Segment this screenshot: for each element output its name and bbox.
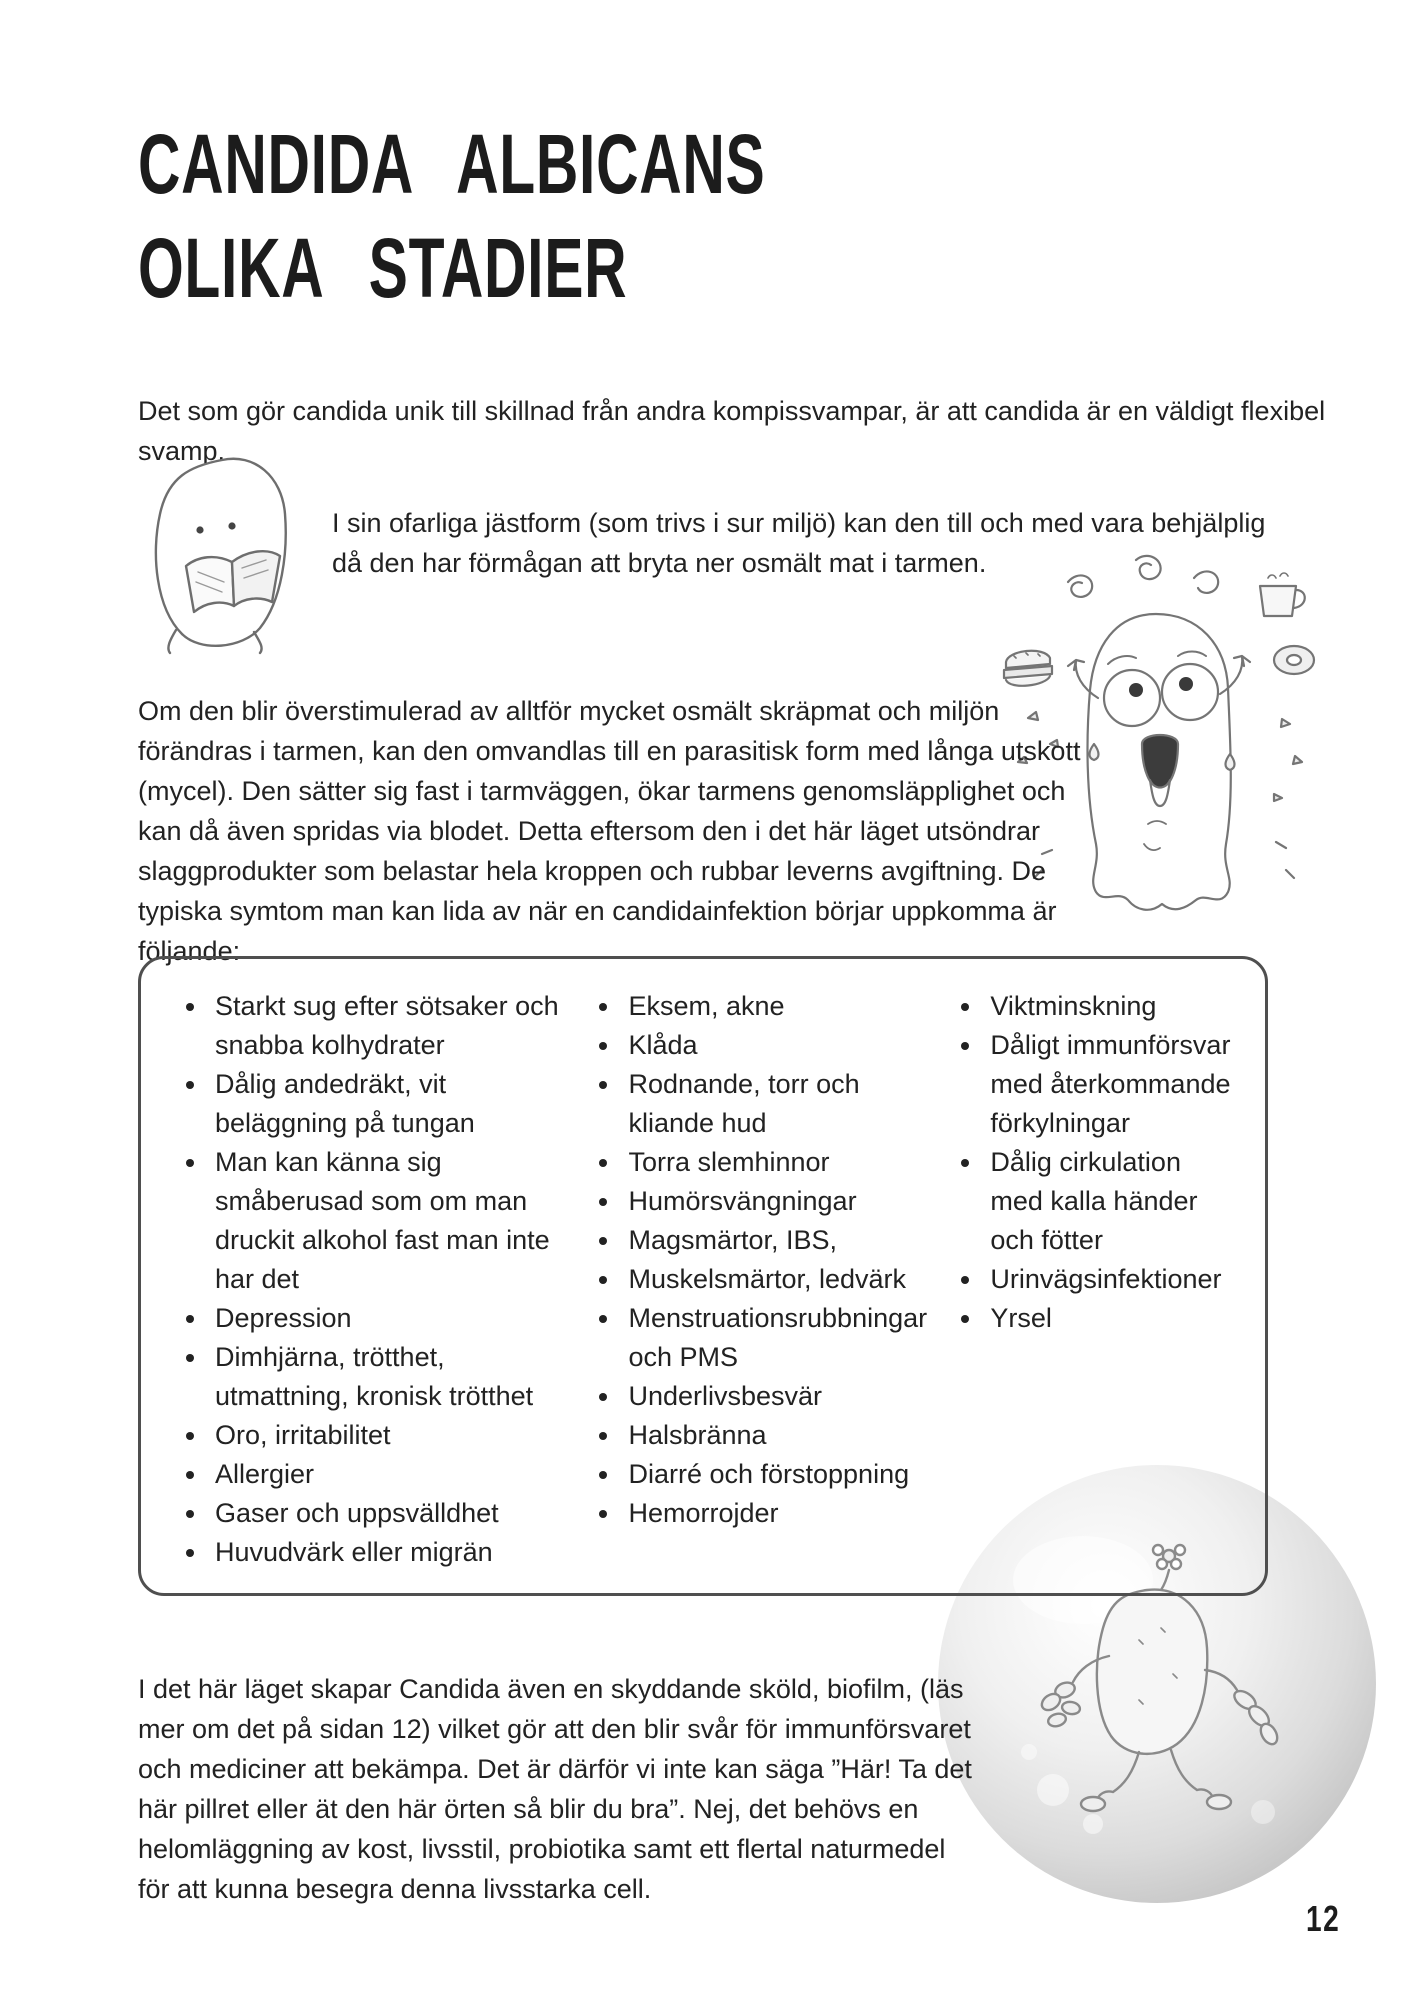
symptom-item: • Dimhjärna, trötthet, utmattning, kronisk trötthet bbox=[209, 1338, 584, 1416]
symptom-item: • Hemorrojder bbox=[622, 1494, 946, 1533]
symptom-item: • Menstruationsrubbningar och PMS bbox=[622, 1299, 946, 1377]
page-title-line-2: OLIKA STADIER bbox=[138, 221, 628, 315]
symptom-item: • Huvudvärk eller migrän bbox=[209, 1533, 584, 1572]
symptom-item: • Starkt sug efter sötsaker och snabba kolhydrater bbox=[209, 987, 584, 1065]
page-title bbox=[138, 112, 1034, 320]
symptom-item: • Yrsel bbox=[984, 1299, 1231, 1338]
yeast-form-paragraph: I sin ofarliga jästform (som trivs i sur miljö) kan den till och med vara behjälplig då den har förmågan att bryta ner osmält mat i tarmen. bbox=[332, 508, 1266, 578]
symptom-item: • Dålig cirkulation med kalla händer och fötter bbox=[984, 1143, 1231, 1260]
closing-paragraph: I det här läget skapar Candida även en skyddande sköld, biofilm, (läs mer om det på sidan 12) vilket gör att den blir svår för immunförsvaret och mediciner att bekämpa. Det är därför vi inte kan säga ”Här! Ta det här pillret eller ät den här örten så blir du bra”. Nej, det behövs en helomläggning av kost, livsstil, probiotika samt ett flertal naturmedel för att kunna besegra denna livsstarka cell. bbox=[138, 1674, 972, 1904]
symptom-item: • Muskelsmärtor, ledvärk bbox=[622, 1260, 946, 1299]
symptom-item: • Eksem, akne bbox=[622, 987, 946, 1026]
symptom-list-box bbox=[138, 956, 1268, 1596]
symptom-item: • Urinvägsinfektioner bbox=[984, 1260, 1231, 1299]
symptom-item: • Underlivsbesvär bbox=[622, 1377, 946, 1416]
symptom-item: • Oro, irritabilitet bbox=[209, 1416, 584, 1455]
symptom-item: • Halsbränna bbox=[622, 1416, 946, 1455]
symptom-item: • Rodnande, torr och kliande hud bbox=[622, 1065, 946, 1143]
symptom-item: • Allergier bbox=[209, 1455, 584, 1494]
symptom-item: • Humörsvängningar bbox=[622, 1182, 946, 1221]
page-number: 12 bbox=[1306, 1898, 1341, 1939]
symptom-item: • Gaser och uppsvälldhet bbox=[209, 1494, 584, 1533]
reading-character-illustration bbox=[136, 450, 324, 658]
symptom-list-column-3 bbox=[946, 987, 1231, 1573]
parasite-paragraph: Om den blir överstimulerad av alltför mycket osmält skräpmat och miljön förändras i tarmen, kan den omvandlas till en parasitisk form med långa utskott (mycel). Den sätter sig fast i tarmväggen, ökar tarmens genomsläpplighet och kan då även spridas via blodet. Detta eftersom den i det här läget utsöndrar slaggprodukter som belastar hela kroppen och rubbar leverns avgiftning. De typiska symtom man kan lida av när en candidainfektion börjar uppkomma är följande: bbox=[138, 696, 1081, 966]
symptom-item: • Klåda bbox=[622, 1026, 946, 1065]
symptom-item: • Magsmärtor, IBS, bbox=[622, 1221, 946, 1260]
symptom-item: • Man kan känna sig småberusad som om man druckit alkohol fast man inte har det bbox=[209, 1143, 584, 1299]
symptom-list-column-1 bbox=[171, 987, 584, 1573]
symptom-item: • Dåligt immunförsvar med återkommande förkylningar bbox=[984, 1026, 1231, 1143]
symptom-list-column-2 bbox=[584, 987, 946, 1573]
symptom-item: • Viktminskning bbox=[984, 987, 1231, 1026]
symptom-item: • Depression bbox=[209, 1299, 584, 1338]
intro-paragraph: Det som gör candida unik till skillnad från andra kompissvampar, är att candida är en väldigt flexibel svamp. bbox=[138, 396, 1326, 466]
symptom-item: • Torra slemhinnor bbox=[622, 1143, 946, 1182]
symptom-item: • Dålig andedräkt, vit beläggning på tungan bbox=[209, 1065, 584, 1143]
page-title-line-1: CANDIDA ALBICANS bbox=[138, 117, 766, 211]
symptom-item: • Diarré och förstoppning bbox=[622, 1455, 946, 1494]
